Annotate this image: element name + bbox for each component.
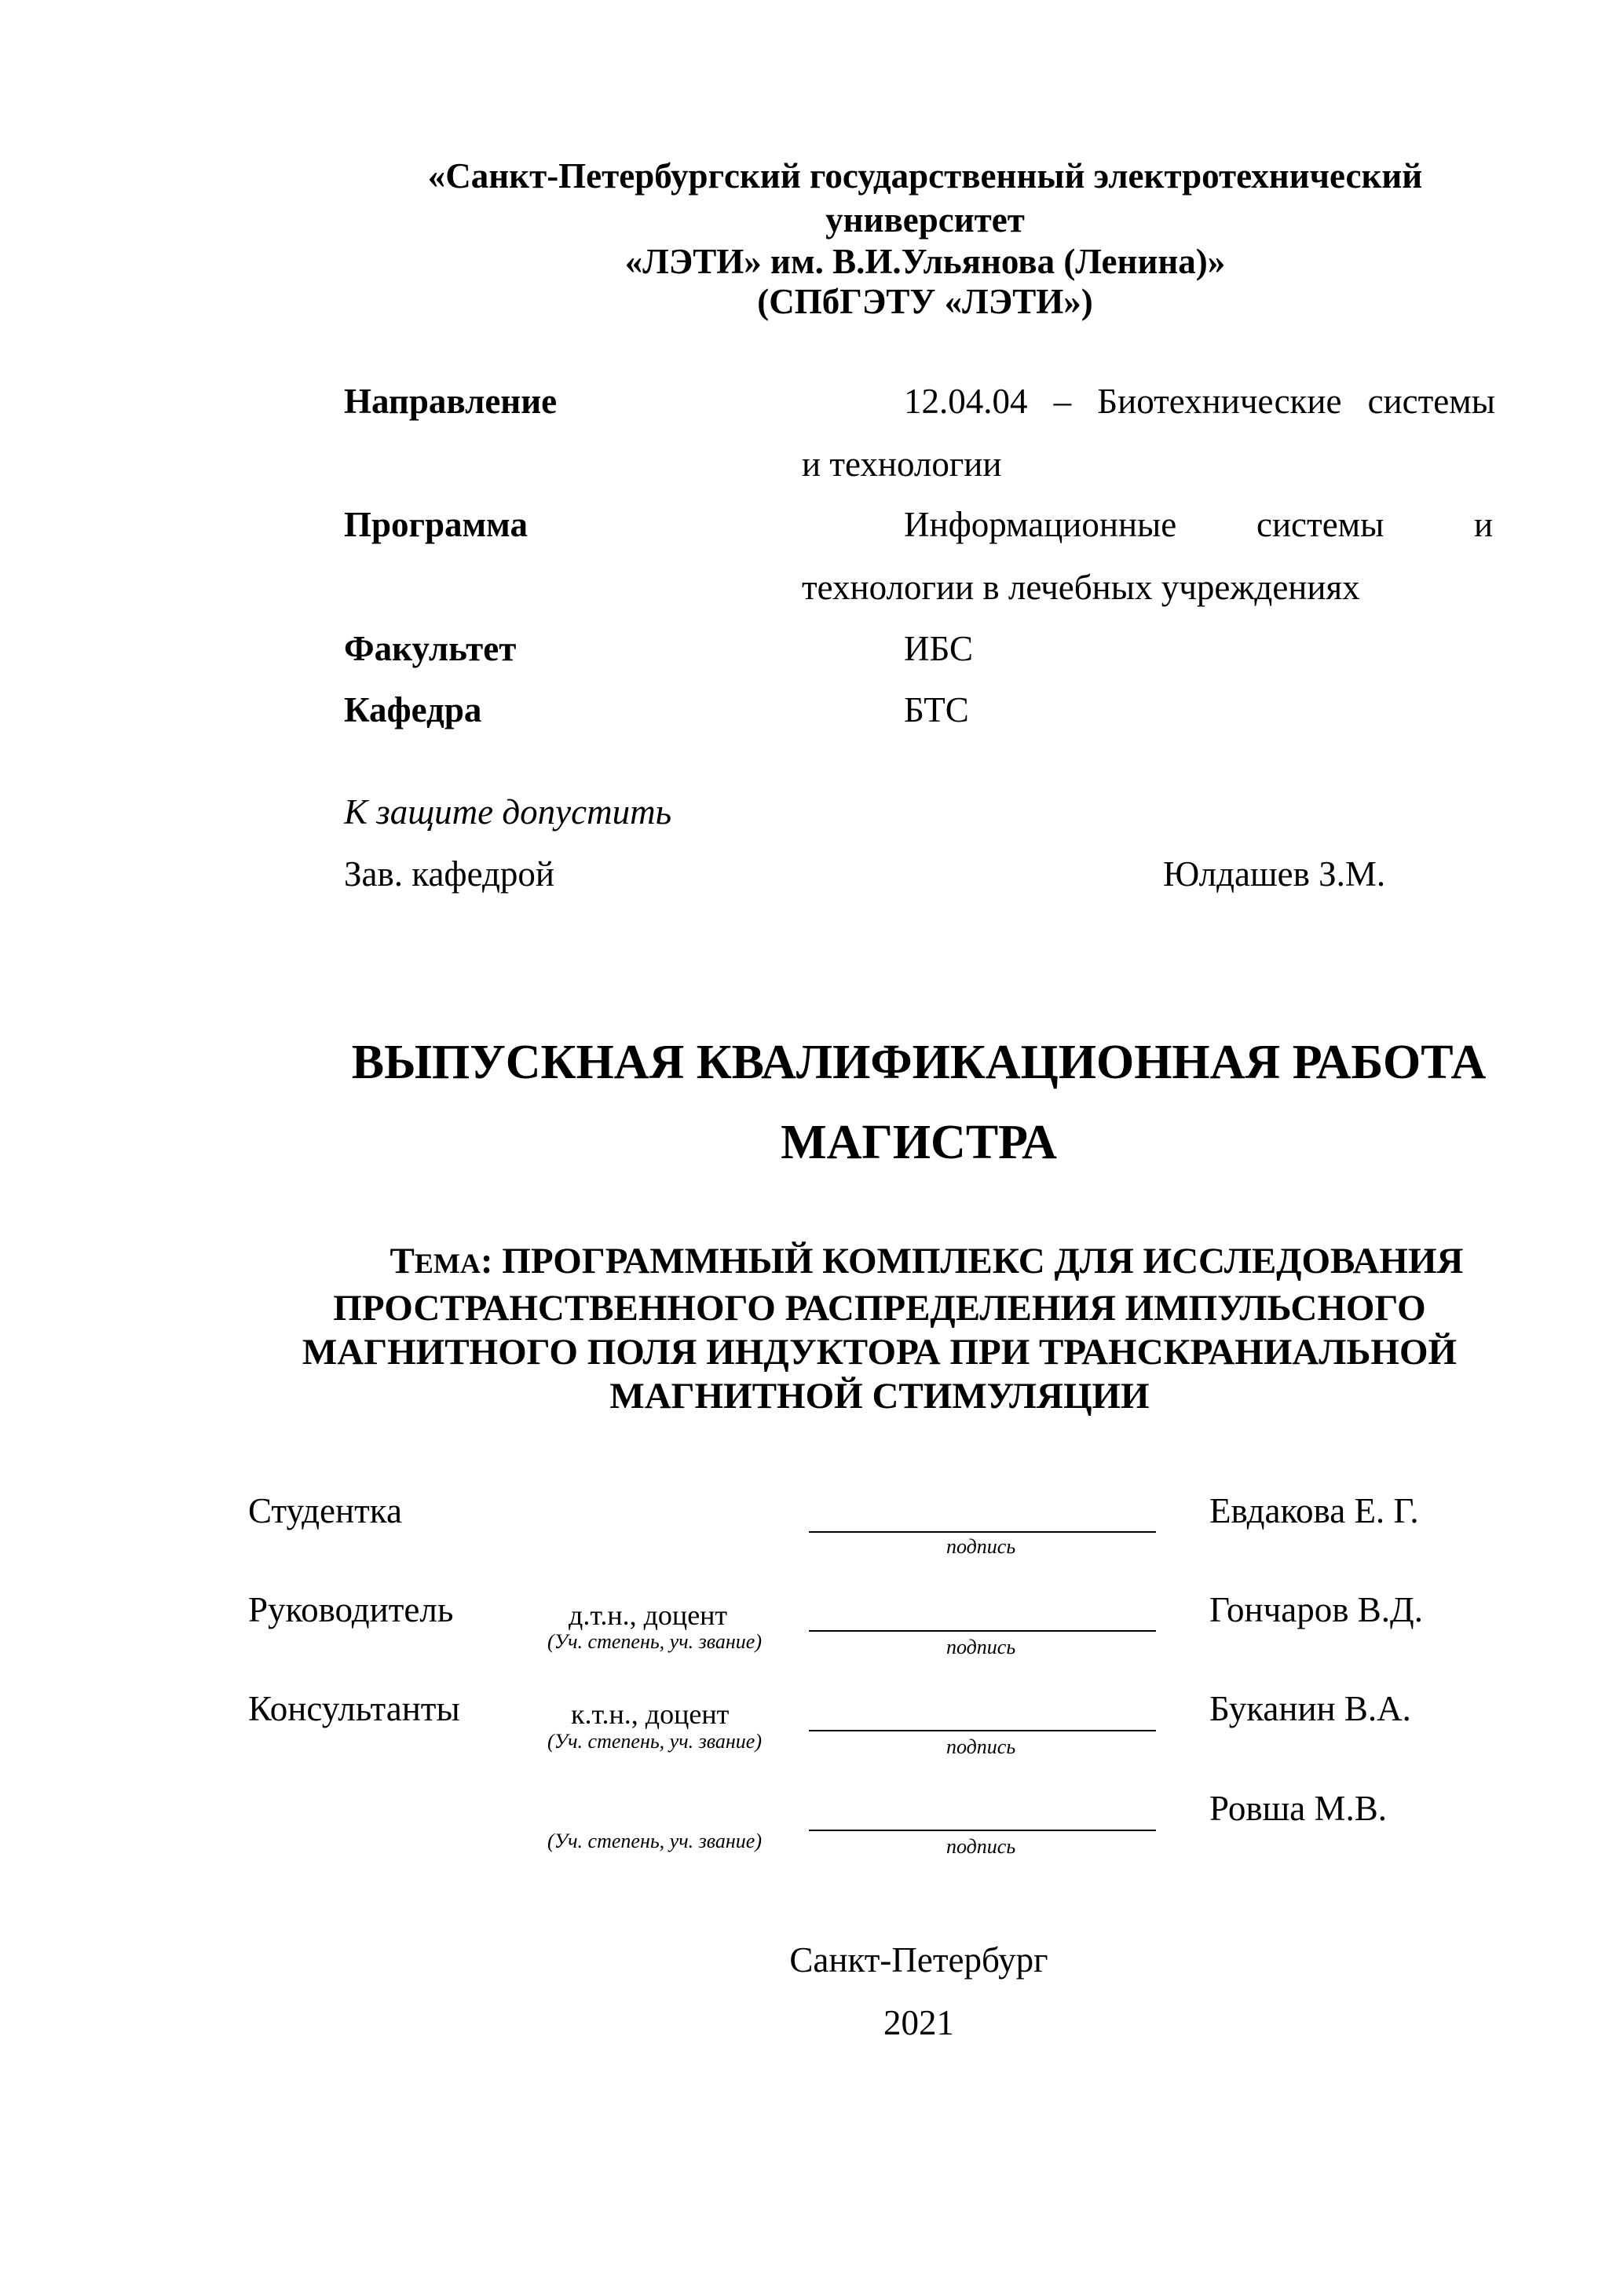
city: Санкт-Петербург xyxy=(789,1940,1048,1980)
university-name-line2: университет xyxy=(825,200,1025,239)
program-value-word1: Информационные xyxy=(904,505,1177,544)
consultant2-signature-line xyxy=(809,1830,1156,1831)
student-signature-line xyxy=(809,1531,1156,1533)
supervisor-label: Руководитель xyxy=(248,1590,454,1629)
consultant1-signature-line xyxy=(809,1730,1156,1731)
consultant1-degree-caption: (Уч. степень, уч. звание) xyxy=(547,1730,762,1753)
theme-line4: МАГНИТНОЙ СТИМУЛЯЦИИ xyxy=(609,1376,1150,1417)
theme-line2: ПРОСТРАНСТВЕННОГО РАСПРЕДЕЛЕНИЯ ИМПУЛЬСНОГО xyxy=(333,1288,1426,1329)
consultants-label: Консультанты xyxy=(248,1689,460,1728)
university-name-line3: «ЛЭТИ» им. В.И.Ульянова (Ленина)» xyxy=(624,242,1226,281)
faculty-value: ИБС xyxy=(904,629,974,668)
supervisor-name: Гончаров В.Д. xyxy=(1209,1590,1423,1629)
document-title-line2: МАГИСТРА xyxy=(781,1116,1057,1169)
university-abbreviation: (СПбГЭТУ «ЛЭТИ») xyxy=(757,282,1093,321)
faculty-label: Факультет xyxy=(344,629,517,668)
university-name-line1: «Санкт-Петербургский государственный электротехнический xyxy=(427,156,1423,196)
theme-line1: ТЕМА: ПРОГРАММНЫЙ КОМПЛЕКС ДЛЯ ИССЛЕДОВАНИЯ xyxy=(390,1241,1464,1281)
supervisor-signature-line xyxy=(809,1630,1156,1632)
program-value-word2: системы xyxy=(1256,505,1384,544)
head-of-department-name: Юлдашев З.М. xyxy=(1163,854,1386,894)
direction-label: Направление xyxy=(344,382,558,421)
supervisor-signature-caption: подпись xyxy=(946,1636,1016,1658)
consultant1-degree: к.т.н., доцент xyxy=(571,1698,730,1730)
consultant1-name: Буканин В.А. xyxy=(1209,1689,1411,1728)
program-label: Программа xyxy=(344,505,528,544)
student-name: Евдакова Е. Г. xyxy=(1209,1491,1419,1530)
admission-note: К защите допустить xyxy=(344,792,672,832)
program-value-line2: технологии в лечебных учреждениях xyxy=(802,568,1360,607)
supervisor-degree: д.т.н., доцент xyxy=(569,1600,728,1631)
year: 2021 xyxy=(883,2003,954,2042)
student-label: Студентка xyxy=(248,1491,402,1530)
direction-value-line2: и технологии xyxy=(802,444,1002,484)
consultant2-signature-caption: подпись xyxy=(946,1835,1016,1858)
department-label: Кафедра xyxy=(344,690,482,729)
department-value: БТС xyxy=(904,690,969,729)
consultant1-signature-caption: подпись xyxy=(946,1735,1016,1758)
consultant2-degree-caption: (Уч. степень, уч. звание) xyxy=(547,1830,762,1852)
student-signature-caption: подпись xyxy=(946,1535,1016,1558)
consultant2-name: Ровша М.В. xyxy=(1209,1789,1388,1828)
theme-prefix: ТЕМА xyxy=(390,1241,481,1281)
supervisor-degree-caption: (Уч. степень, уч. звание) xyxy=(547,1630,762,1653)
program-value-word3: и xyxy=(1474,505,1494,544)
document-title-line1: ВЫПУСКНАЯ КВАЛИФИКАЦИОННАЯ РАБОТА xyxy=(351,1036,1487,1089)
head-of-department-label: Зав. кафедрой xyxy=(344,854,554,894)
direction-value-line1: 12.04.04 – Биотехнические системы xyxy=(904,382,1495,421)
theme-line3: МАГНИТНОГО ПОЛЯ ИНДУКТОРА ПРИ ТРАНСКРАНИАЛЬНОЙ xyxy=(302,1332,1458,1373)
